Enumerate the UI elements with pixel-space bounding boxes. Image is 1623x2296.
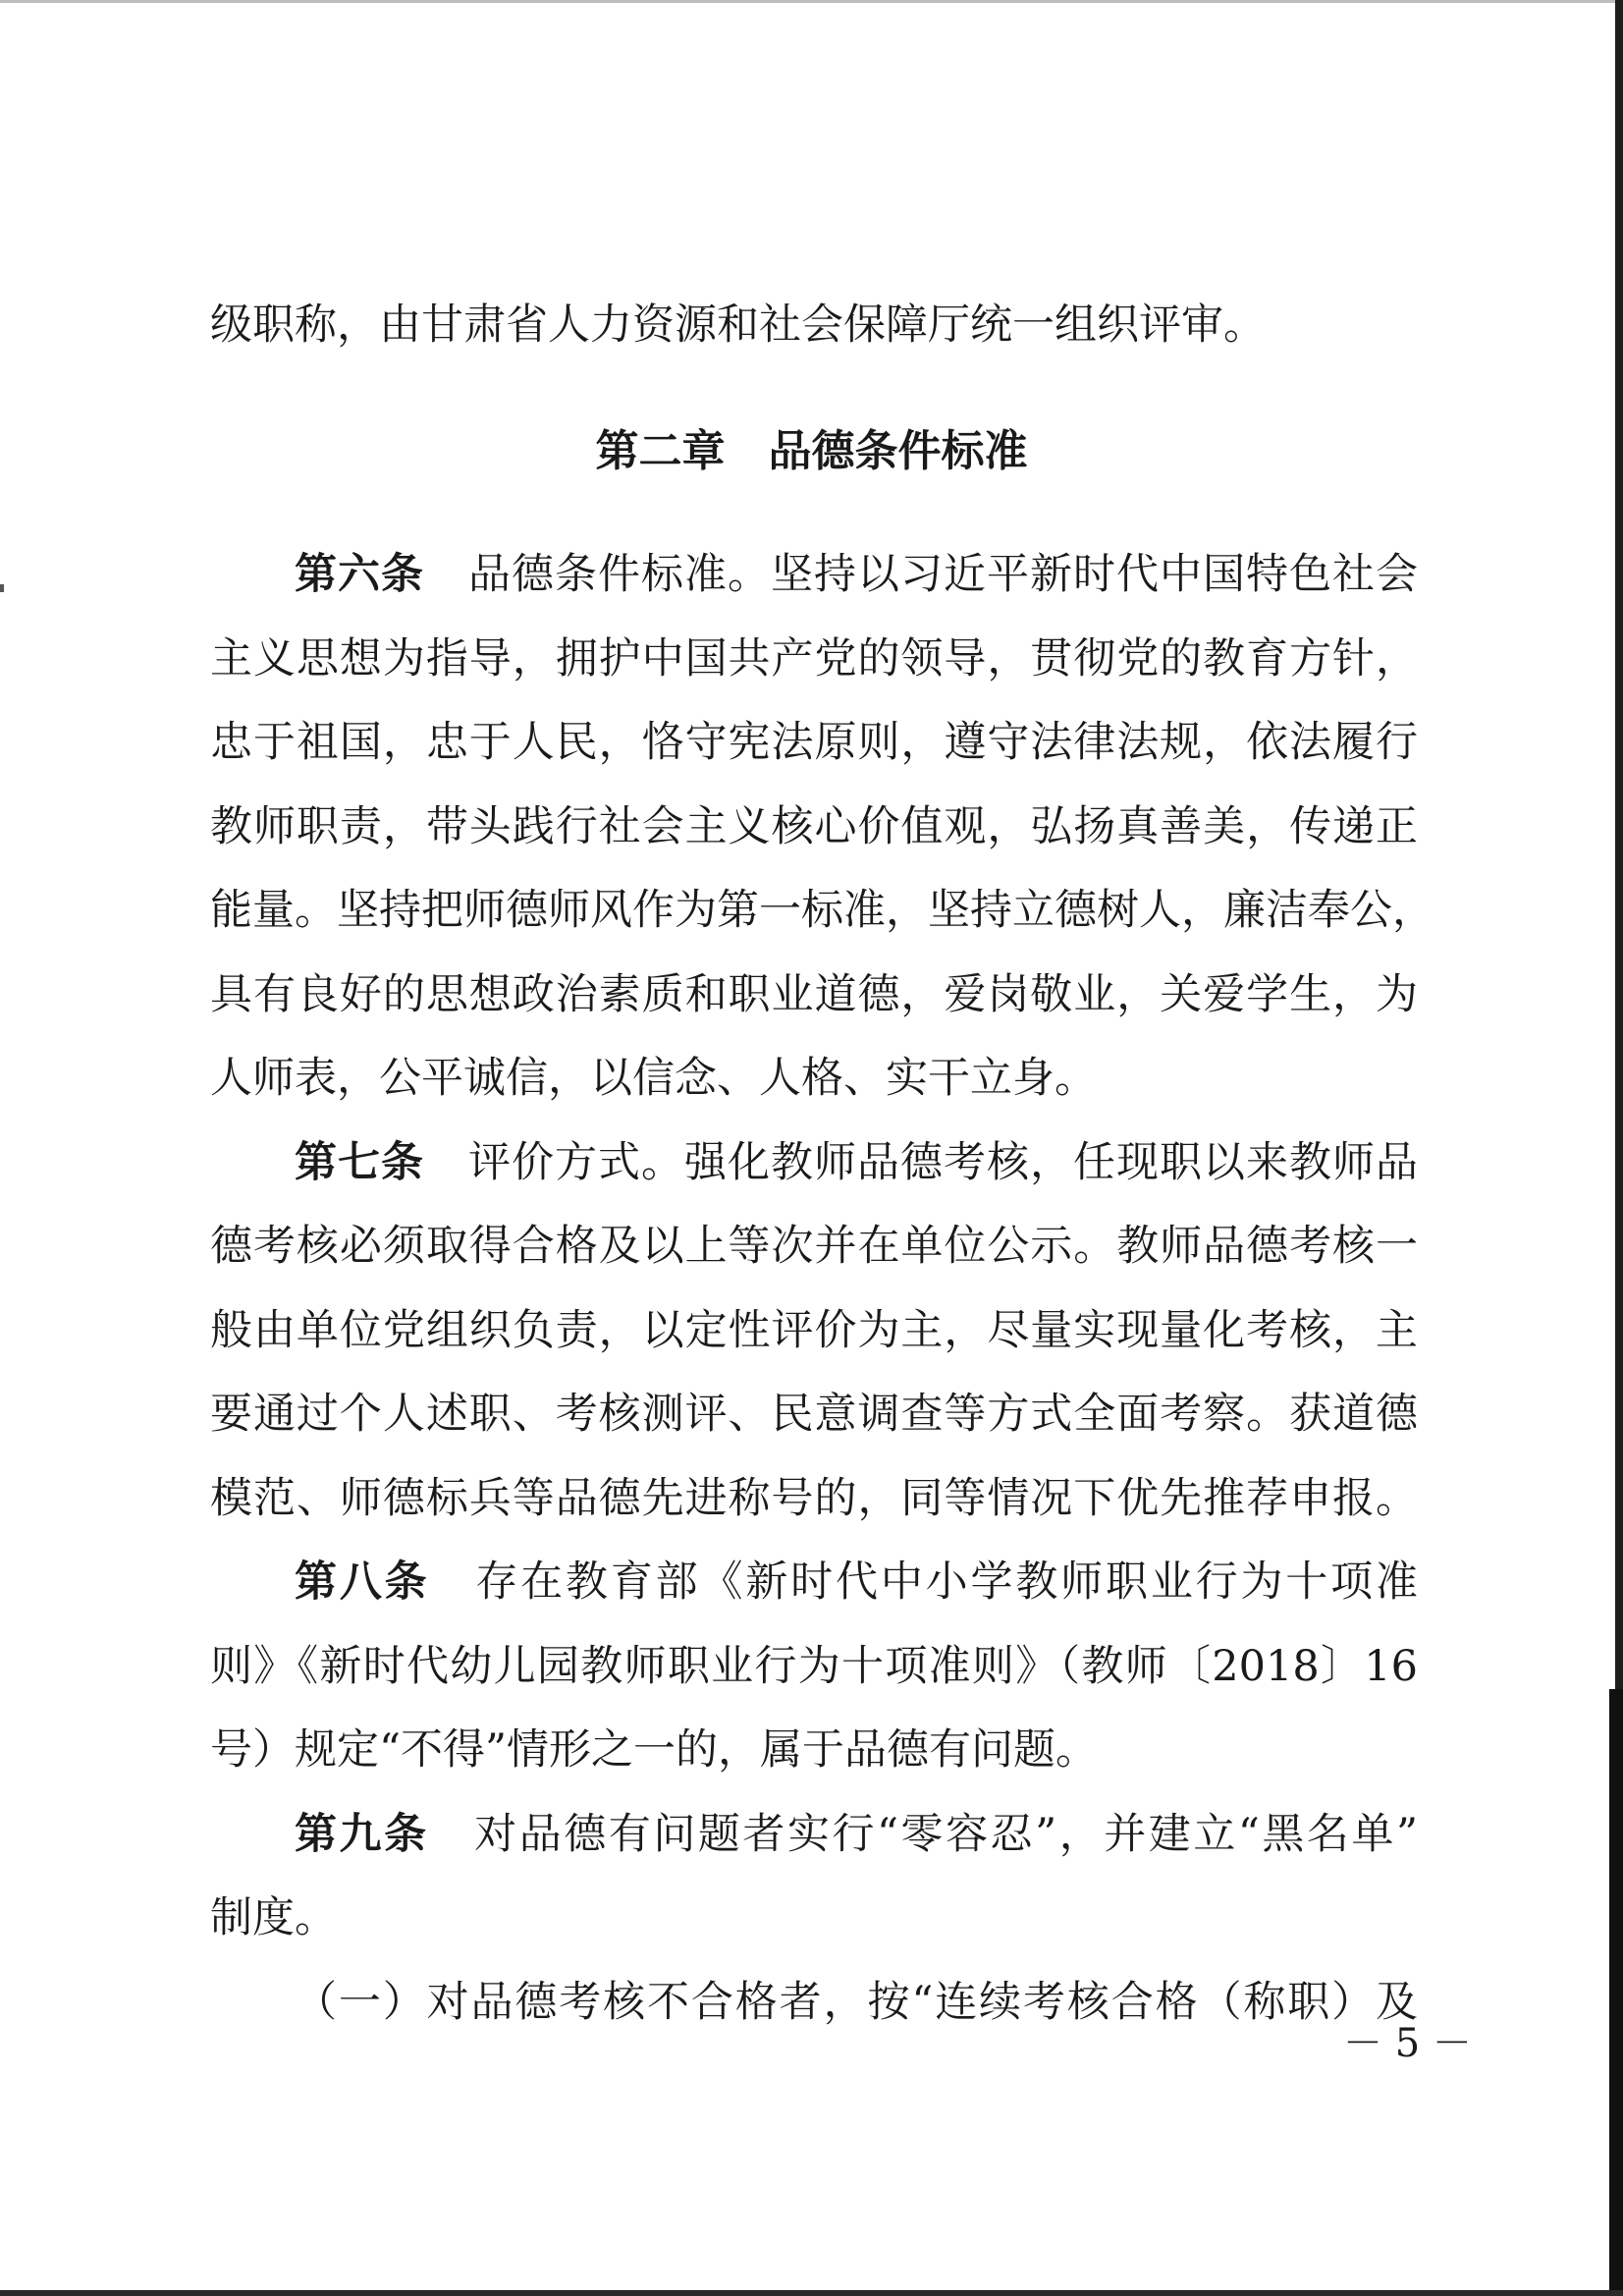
article-8-line-1 bbox=[295, 1553, 1418, 1612]
item-1-line: （一）对品德考核不合格者，按“连续考核合格（称职）及 bbox=[295, 1978, 1418, 2027]
article-6-line-6: 具有良好的思想政治素质和职业道德，爱岗敬业，关爱学生，为 bbox=[210, 970, 1418, 1019]
article-7-label: 第七条 bbox=[295, 1138, 424, 1187]
article-6-line-7: 人师表，公平诚信，以信念、人格、实干立身。 bbox=[210, 1054, 1097, 1103]
chapter-heading: 第二章 品德条件标准 bbox=[595, 426, 1028, 476]
article-6-line-5: 能量。坚持把师德师风作为第一标准，坚持立德树人，廉洁奉公， bbox=[210, 886, 1434, 935]
article-8-line-3: 号）规定“不得”情形之一的，属于品德有问题。 bbox=[210, 1725, 1098, 1775]
article-8-line-2: 则》《新时代幼儿园教师职业行为十项准则》（教师〔2018〕16 bbox=[210, 1642, 1418, 1691]
page-number: － 5 － bbox=[1343, 2021, 1472, 2066]
article-7-line-4: 要通过个人述职、考核测评、民意调查等方式全面考察。获道德 bbox=[210, 1390, 1418, 1439]
article-7-line-5: 模范、师德标兵等品德先进称号的，同等情况下优先推荐申报。 bbox=[210, 1474, 1418, 1523]
scan-edge-bottom bbox=[0, 2290, 1623, 2296]
article-7-line-1 bbox=[295, 1133, 1418, 1192]
article-8-text-1: 存在教育部《新时代中小学教师职业行为十项准 bbox=[472, 1558, 1418, 1607]
scan-edge-right-lower bbox=[1609, 1689, 1623, 2296]
article-6-text-1: 品德条件标准。坚持以习近平新时代中国特色社会 bbox=[467, 550, 1418, 599]
article-6-label: 第六条 bbox=[295, 550, 424, 599]
article-8-label: 第八条 bbox=[295, 1558, 430, 1607]
intro-tail-line: 级职称，由甘肃省人力资源和社会保障厅统一组织评审。 bbox=[210, 301, 1266, 350]
article-7-line-3: 般由单位党组织负责，以定性评价为主，尽量实现量化考核，主 bbox=[210, 1306, 1418, 1355]
article-6-line-4: 教师职责，带头践行社会主义核心价值观，弘扬真善美，传递正 bbox=[210, 802, 1418, 851]
article-6-line-1 bbox=[295, 545, 1418, 604]
article-7-line-2: 德考核必须取得合格及以上等次并在单位公示。教师品德考核一 bbox=[210, 1222, 1418, 1271]
article-9-text-1: 对品德有问题者实行“零容忍”，并建立“黑名单” bbox=[471, 1810, 1418, 1859]
article-6-line-3: 忠于祖国，忠于人民，恪守宪法原则，遵守法律法规，依法履行 bbox=[210, 718, 1418, 767]
article-9-label: 第九条 bbox=[295, 1810, 429, 1859]
article-9-line-1 bbox=[295, 1805, 1418, 1864]
scan-edge-left-mark bbox=[0, 584, 4, 592]
article-6-line-2: 主义思想为指导，拥护中国共产党的领导，贯彻党的教育方针， bbox=[210, 634, 1418, 683]
article-9-line-2: 制度。 bbox=[210, 1893, 337, 1942]
article-7-text-1: 评价方式。强化教师品德考核，任现职以来教师品 bbox=[467, 1138, 1418, 1187]
scan-edge-top bbox=[0, 0, 1623, 3]
